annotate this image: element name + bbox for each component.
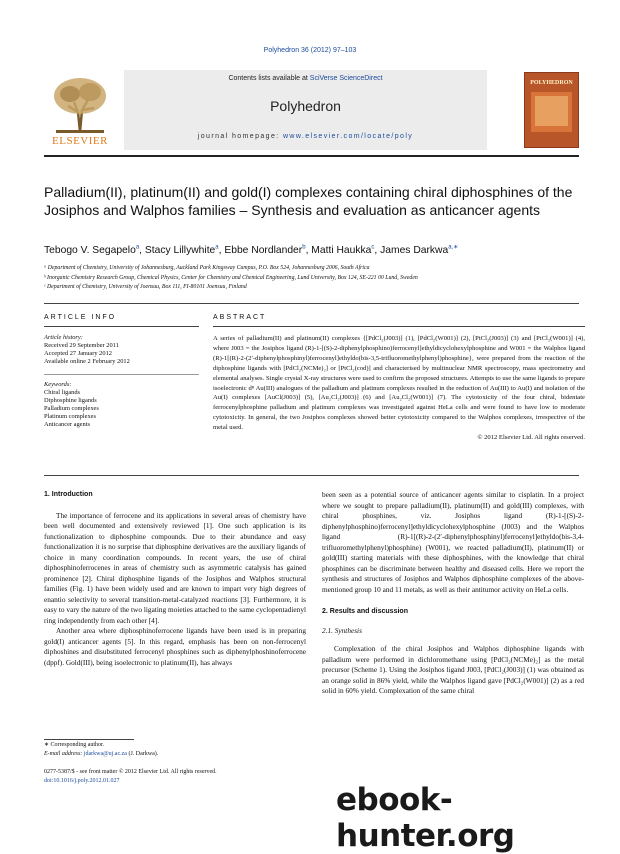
- journal-header: [44, 70, 579, 150]
- paragraph: Complexation of the chiral Josiphos and Walphos diphosphine ligands with palladium were performed in dichloromethane using [PdCl₂(NCMe)₂] as the metal precursor (Scheme 1). Using the Josiphos ligand J003, [PdCl₂(J003)] (1) was obtained as an orange solid in 86% yield, while the Walphos ligand gave [PdCl₂(W001)] (2) as a red solid in 60% yield. Complexation of the same chiral: [322, 644, 584, 695]
- email-line: E-mail address: jdarkwa@uj.ac.za (J. Darkwa).: [44, 751, 159, 757]
- section-heading: 2. Results and discussion: [322, 608, 408, 615]
- paragraph: The importance of ferrocene and its applications in several areas of chemistry have been well documented and extensively reviewed [1]. One such application is its functionalization to diphosphine compounds. Due to their abundance and easy functionalization it is no surprise that diphosphine derivatives are the auxiliary ligands of choice in many coordination compounds. In recent years, the use of chiral diphosphinoferrocenes in areas of chemistry such as asymmetric catalysis has gained prominence [2]. Chiral diphosphine ligands of the Josiphos and Walphos structural families (Fig. 1) have been widely used and are known to impart very high degrees of enantio selectivity to several transition-metal-catalyzed reactions [3]. Furthermore, it is easy to vary the nature of the two ligating moieties attached to the same cyclopentadienyl ring independently from each other [4].: [44, 510, 306, 625]
- abstract-body: [213, 334, 585, 443]
- article-title: Palladium(II), platinum(II) and gold(I) complexes containing chiral diphosphines of the Josiphos and Walphos families – Synthesis and evaluation as anticancer agents: [44, 184, 573, 218]
- issn-line: 0277-5387/$ - see front matter © 2012 Elsevier Ltd. All rights reserved.: [44, 769, 217, 775]
- divider: [213, 326, 585, 327]
- sciencedirect-link[interactable]: SciVerse ScienceDirect: [309, 75, 383, 82]
- affiliation: ᶜ Department of Chemistry, University of Joensuu, Box 111, FI-80101 Joensuu, Finland: [44, 284, 247, 290]
- author: Matti Haukka$^c$,: [311, 245, 381, 257]
- article-info-heading: ARTICLE INFO: [44, 314, 117, 321]
- contents-prefix: Contents lists available at: [228, 75, 310, 82]
- keyword: Platinum complexes: [44, 413, 97, 420]
- abstract-heading: ABSTRACT: [213, 314, 267, 321]
- contents-line: [124, 75, 487, 82]
- footnote: [44, 741, 304, 759]
- author: James Darkwa$^{a,∗}$: [380, 245, 459, 257]
- footnote-rule: [44, 739, 134, 740]
- right-column: [322, 490, 584, 697]
- paragraph: Another area where diphosphinoferrocene ligands have been used is in preparing gold(I) anticancer agents [5]. In this regard, emphasis has been on non-ferrocenyl diphoshines and disubstituted ferrocenyl phosphines such as diphenylphoshinoferrocene (dppf). Gold(III), being isoelectronic to platinum(II), has always: [44, 626, 306, 667]
- author: Ebbe Nordlander$^b$,: [224, 245, 312, 257]
- author: Tebogo V. Segapelo$^a$,: [44, 245, 145, 257]
- homepage-prefix: journal homepage:: [197, 133, 283, 140]
- elsevier-tree-logo: [44, 72, 116, 148]
- corresponding-author: ∗ Corresponding author.: [44, 742, 105, 748]
- homepage-link[interactable]: www.elsevier.com/locate/poly: [282, 133, 414, 140]
- affiliation: ᵃ Department of Chemistry, University of Johannesburg, Auckland Park Kingsway Campus, P.O. Box 524, Johannesburg 2006, South Africa: [44, 265, 370, 271]
- journal-banner: [124, 70, 487, 150]
- journal-homepage: [124, 133, 487, 140]
- divider: [44, 374, 199, 375]
- keyword: Chiral ligands: [44, 389, 81, 396]
- keyword: Palladium complexes: [44, 405, 99, 412]
- section-heading: 1. Introduction: [44, 491, 93, 498]
- paragraph: been seen as a potential source of anticancer agents similar to cisplatin. In a project where we sought to prepare palladium(II), platinum(II) and gold(III) complexes, with chiral phosphines, viz. Josiphos ligand (R)-1-[(S)-2-diphenylphosphino)ferrocenyl]ethyldicyclohexylphosphine (J003) and the Walphos ligand (R)-1[(R)-2-(2′-diphenylphosphinyl)ferrocenyl]ethyldo(bis-3,4-trifluoromethylphenyl)phosphine) (W001), we reacted palladium(II), platinum(II) or gold(III) starting materials with these diphosphines, with the knowledge that chiral phosphines can be discriminate between healthy and diseased cells. Here we report the synthesis and structures of Josiphos and Walphos diphosphine complexes of the above-mentioned group 10 and 11 metals, as well as their antitumor activity on HeLa cells.: [322, 490, 584, 594]
- journal-cover-thumbnail: [524, 72, 579, 148]
- journal-citation[interactable]: Polyhedron 36 (2012) 97–103: [263, 47, 357, 54]
- issn-block: [44, 768, 304, 786]
- author: Stacy Lillywhite$^a$,: [144, 245, 225, 257]
- header-rule: [44, 155, 579, 157]
- divider: [44, 303, 579, 304]
- history-item: Accepted 27 January 2012: [44, 350, 112, 357]
- journal-title: Polyhedron: [270, 98, 341, 114]
- cover-title: POLYHEDRON: [530, 80, 573, 86]
- keyword: Diphosphine ligands: [44, 397, 97, 404]
- copyright: © 2012 Elsevier Ltd. All rights reserved.: [477, 434, 585, 442]
- left-column: [44, 490, 306, 668]
- subsection-heading: 2.1. Synthesis: [322, 625, 362, 635]
- watermark: ebook-hunter.org: [336, 782, 515, 854]
- keywords: [44, 381, 194, 429]
- email-link[interactable]: jdarkwa@uj.ac.za: [83, 751, 127, 757]
- doi-link[interactable]: doi:10.1016/j.poly.2012.01.027: [44, 778, 120, 784]
- keywords-label: Keywords:: [44, 381, 72, 388]
- article-history: [44, 334, 194, 366]
- history-item: Received 29 September 2011: [44, 342, 119, 349]
- elsevier-wordmark: ELSEVIER: [52, 135, 108, 147]
- affiliations: [44, 264, 584, 293]
- divider: [44, 475, 579, 476]
- divider: [44, 326, 199, 327]
- history-label: Article history:: [44, 334, 83, 341]
- affiliation: ᵇ Inorganic Chemistry Research Group, Chemical Physics, Center for Chemistry and Chemical Engineering, Lund University, Box 124, SE-221 00 Lund, Sweden: [44, 274, 418, 281]
- keyword: Anticancer agents: [44, 421, 90, 428]
- cover-art: [525, 86, 578, 141]
- history-item: Available online 2 February 2012: [44, 358, 130, 365]
- abstract-text: A series of palladium(II) and platinum(II) complexes {[PdCl₂(J003)] (1), [PdCl₂(W001)] (2), [PtCl₂(J003)] (3) and [PtCl₂(W001)] (4), where J003 = the Josiphos ligand (R)-1-[(S)-2-diphenylphosphino)ferrocenyl]ethyldicyclohexylphosphine and W001 = the Walphos ligand (R)-1[(R)-2-(2′-diphenylphosphinyl)ferrocenyl]ethyldo(bis-3,5-trifluoromethylphenyl)phosphine}, were prepared from the reaction of the diphosphine ligands with [PdCl₂(NCMe)₂] or [PtCl₂(cod)] and characterised by multinuclear NMR spectroscopy, mass spectrometry and elemental analyses. Single crystal X-ray structures were used to confirm the proposed structures. Attempts to use the same ligands to prepare isoelectronic d⁸ Au(III) analogues of the palladium and platinum complexes resulted in the reduction of Au(III) to Au(I) and isolation of the Au(I) complexes [AuCl(J003)] (5), [Au₂Cl₂(J003)] (6) and [Au₂Cl₂(W001)] (7). The cytotoxicity of the four chiral, bidentate ferrocenylphosphine palladium and platinum complexes was investigated against HeLa cells and were found to have low to moderate cytotoxicity. In general, the two Josiphos complexes showed better cytotoxicity compared to the Walphos complexes, irrespective of the metal used.: [213, 335, 585, 432]
- author-list: [44, 244, 584, 256]
